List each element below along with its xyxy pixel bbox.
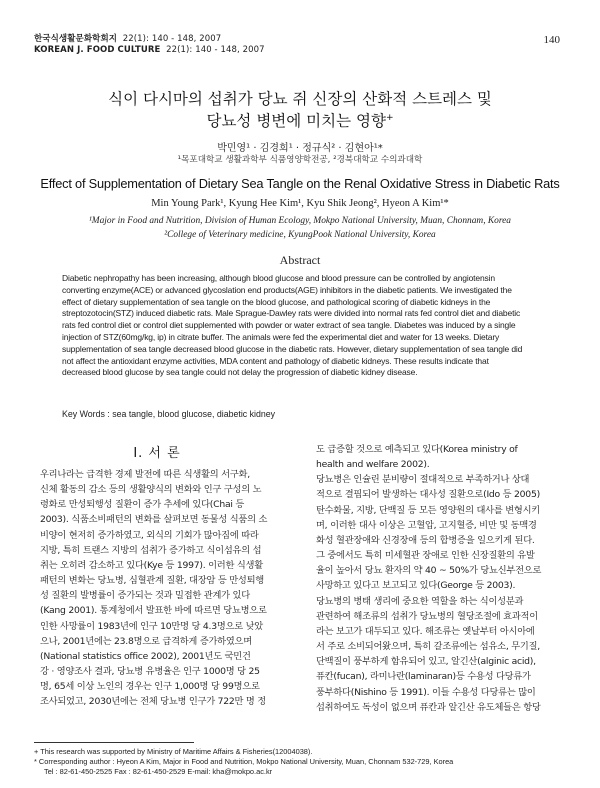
keywords: Key Words : sea tangle, blood glucose, diabetic kidney xyxy=(62,409,276,419)
body-line: (Kang 2001). 통계청에서 발표한 바에 따르면 당뇨병으로 xyxy=(40,605,267,617)
body-line: 율이 높아서 당뇨 환자의 약 40 ~ 50%가 당뇨신부전으로 xyxy=(316,565,542,577)
abstract-line: rats fed control diet or control diet supplemented with powder or water extract of sea tangle. Diabetes was induced by a single xyxy=(62,320,516,331)
body-line: 2003). 식품소비패턴의 변화를 살펴보면 동물성 식품의 소 xyxy=(40,514,268,526)
english-title: Effect of Supplementation of Dietary Sea Tangle on the Renal Oxidative Stress in Diabetic Rats xyxy=(40,176,560,191)
korean-title-line-1: 식이 다시마의 섭취가 당뇨 쥐 신장의 산화적 스트레스 및 xyxy=(108,90,492,108)
footnote-divider xyxy=(34,742,194,743)
body-line: 지방, 특히 트랜스 지방의 섭취가 증가하고 식이섬유의 섭 xyxy=(40,544,262,556)
body-line: 신체 활동의 감소 등의 생활양식의 변화와 인구 구성의 노 xyxy=(40,484,262,496)
footnote-contact: Tel : 82-61-450-2525 Fax : 82-61-450-2529 E-mail: kha@mokpo.ac.kr xyxy=(44,767,273,776)
body-line: 관련하여 해조류의 섭취가 당뇨병의 혈당조절에 효과적이 xyxy=(316,610,538,622)
abstract-heading: Abstract xyxy=(279,253,321,267)
body-left-column xyxy=(40,467,308,710)
english-authors: Min Young Park¹, Kyung Hee Kim¹, Kyu Shik Jeong², Hyeon A Kim¹* xyxy=(151,198,449,209)
korean-affiliations: ¹목포대학교 생활과학부 식품영양학전공, ²경북대학교 수의과대학 xyxy=(177,155,423,165)
abstract-line: Diabetic nephropathy has been increasing, although blood glucose and blood pressure can be controlled by angiotensin xyxy=(62,273,495,283)
journal-issue-ko: 22(1): 140 - 148, 2007 xyxy=(122,34,222,44)
body-line: 령화로 만성퇴행성 질환이 증가 추세에 있다(Chai 등 xyxy=(40,499,245,511)
body-line: 퓨칸(fucan), 라미나란(laminaran)등 수용성 다당류가 xyxy=(316,671,531,683)
page-number: 140 xyxy=(543,34,560,46)
footnote-funding: + This research was supported by Ministry of Maritime Affairs & Fisheries(12004038). xyxy=(34,747,313,756)
body-line: 비양이 현저히 증가하였고, 외식의 기회가 많아짐에 따라 xyxy=(40,529,259,541)
body-line: 패턴의 변화는 당뇨병, 심혈관계 질환, 대장암 등 만성퇴행 xyxy=(40,575,264,587)
body-line: 당뇨병은 인슐린 분비량이 절대적으로 부족하거나 상대 xyxy=(316,474,530,486)
body-right-column xyxy=(316,442,572,715)
english-affiliation-2: ²College of Veterinary medicine, KyungPook National University, Korea xyxy=(164,230,436,240)
section-heading-introduction: Ⅰ. 서 론 xyxy=(133,446,181,461)
abstract-line: supplementation of sea tangle decreased blood glucose in the diabetic rats. However, dietary supplementation of sea tangle did xyxy=(62,343,523,354)
body-line: 풍부하다(Nishino 등 1991). 이들 수용성 다당류는 많이 xyxy=(316,686,536,698)
abstract-body xyxy=(62,273,542,379)
english-affiliation-1: ¹Major in Food and Nutrition, Division of Human Ecology, Mokpo National University, Muan, Chonnam, Korea xyxy=(89,216,511,226)
body-line: 당뇨병의 병태 생리에 중요한 역할을 하는 식이성분과 xyxy=(316,595,524,607)
journal-name-en: KOREAN J. FOOD CULTURE xyxy=(34,45,161,55)
abstract-line: converting enzyme(ACE) or advanced glycoslation end products(AGE) inhibitors in the diabetic patients. We investigated the xyxy=(62,284,512,295)
body-line: 라는 보고가 대두되고 있다. 해조류는 옛날부터 아시아에 xyxy=(316,625,535,637)
footnote-corresponding-author: * Corresponding author : Hyeon A Kim, Major in Food and Nutrition, Mokpo National University, Muan, Chonnam 532-729, Korea xyxy=(34,757,454,766)
body-line: 며, 이러한 대사 이상은 고혈압, 고지혈증, 비만 및 동맥경 xyxy=(316,519,537,531)
abstract-line: streptozotocin(STZ) induced diabetic rats. Male Sprague-Dawley rats were divided into normal rats fed control diet and diabetic xyxy=(62,308,521,319)
korean-title-line-2: 당뇨성 병변에 미치는 영향 xyxy=(206,112,386,130)
body-line: 성 질환의 발병률이 증가되는 것과 밀접한 관계가 있다 xyxy=(40,590,250,602)
abstract-line: not affect the antioxidant enzyme activities, MDA content and pathology of diabetic kidneys. These results indicate that xyxy=(62,355,489,366)
body-line: 인한 사망률이 1983년에 인구 10만명 당 4.3명으로 낮았 xyxy=(40,620,263,632)
abstract-line: injection of STZ(60mg/kg, ip) in citrate buffer. The animals were fed the experimental diet and water for 13 weeks. Dietary xyxy=(62,331,500,342)
body-line: 으나, 2001년에는 23.8명으로 급격하게 증가하였으며 xyxy=(40,635,252,647)
body-line: 탄수화물, 지방, 단백질 등 모든 영양원의 대사를 변형시키 xyxy=(316,504,540,516)
journal-header xyxy=(34,34,265,56)
title-footnote-mark: + xyxy=(385,112,394,123)
abstract-line: decreased blood glucose by sea tangle could not delay the progression of diabetic kidney disease. xyxy=(62,367,418,378)
body-line: 그 중에서도 특히 미세혈관 장애로 인한 신장질환의 유발 xyxy=(316,550,535,562)
korean-title xyxy=(0,88,600,132)
journal-issue-en: 22(1): 140 - 148, 2007 xyxy=(166,45,265,55)
body-line: 단백질이 풍부하게 함유되어 있고, 알긴산(alginic acid), xyxy=(316,656,536,668)
body-line: 취는 오히려 감소하고 있다(Kye 등 1997). 이러한 식생활 xyxy=(40,559,263,571)
body-line: 섭취하여도 독성이 없으며 퓨칸과 알긴산 유도체들은 항당 xyxy=(316,701,541,713)
body-line: health and welfare 2002). xyxy=(316,459,430,471)
body-line: 사망하고 있다고 보고되고 있다(George 등 2003). xyxy=(316,580,516,592)
body-line: 화성 혈관장애와 신경장애 등의 합병증을 일으키게 된다. xyxy=(316,534,535,546)
journal-name-ko: 한국식생활문화학회지 xyxy=(34,34,118,44)
abstract-line: effect of dietary supplementation of sea tangle on the blood glucose, and pathological scoring of diabetic kidneys in the xyxy=(62,296,491,307)
body-line: 도 급증할 것으로 예측되고 있다(Korea ministry of xyxy=(316,444,518,455)
body-line: 명, 65세 이상 노인의 경우는 인구 1,000명 당 99명으로 xyxy=(40,681,260,693)
body-line: 우리나라는 급격한 경제 발전에 따른 식생활의 서구화, xyxy=(40,469,250,480)
korean-authors: 박민영¹ · 김경희¹ · 정규식² · 김현아¹* xyxy=(217,143,383,154)
body-line: 적으로 결핍되어 발생하는 대사성 질환으로(Ido 등 2005) xyxy=(316,489,540,501)
body-line: 조사되었고, 2030년에는 전체 당뇨병 인구가 722만 명 정 xyxy=(40,696,266,708)
body-line: 강 · 영양조사 결과, 당뇨병 유병율은 인구 1000명 당 25 xyxy=(40,666,260,678)
body-line: 서 주로 소비되어왔으며, 특히 갈조류에는 섬유소, 무기질, xyxy=(316,641,540,653)
body-line: (National statistics office 2002), 2001년도 국민건 xyxy=(40,650,251,662)
